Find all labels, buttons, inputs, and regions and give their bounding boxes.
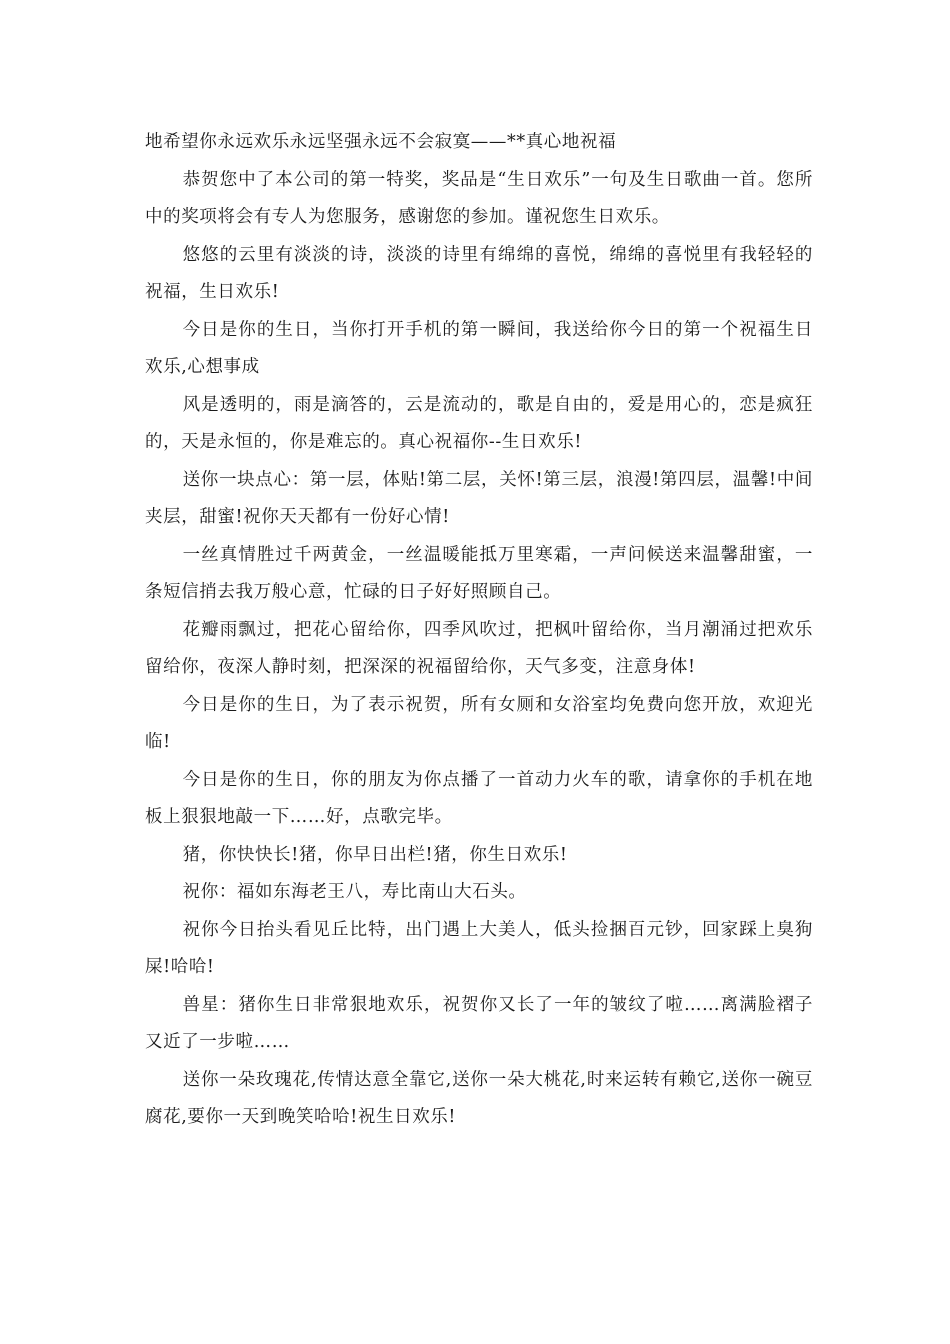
- paragraph: 送你一朵玫瑰花,传情达意全靠它,送你一朵大桃花,时来运转有赖它,送你一碗豆腐花,要你一天到晚笑哈哈!祝生日欢乐!: [145, 1069, 813, 1127]
- paragraph: 今日是你的生日，你的朋友为你点播了一首动力火车的歌，请拿你的手机在地板上狠狠地敲一下……好，点歌完毕。: [145, 769, 813, 827]
- paragraph: 风是透明的，雨是滴答的，云是流动的，歌是自由的，爱是用心的，恋是疯狂的，天是永恒的，你是难忘的。真心祝福你--生日欢乐!: [145, 394, 813, 452]
- paragraph: 今日是你的生日，为了表示祝贺，所有女厕和女浴室均免费向您开放，欢迎光临!: [145, 694, 813, 752]
- paragraph: 一丝真情胜过千两黄金，一丝温暖能抵万里寒霜，一声问候送来温馨甜蜜，一条短信捎去我万般心意，忙碌的日子好好照顾自己。: [145, 544, 813, 602]
- paragraph: 恭贺您中了本公司的第一特奖，奖品是“生日欢乐”一句及生日歌曲一首。您所中的奖项将会有专人为您服务，感谢您的参加。谨祝您生日欢乐。: [145, 169, 813, 227]
- paragraph: 祝你今日抬头看见丘比特，出门遇上大美人，低头捡捆百元钞，回家踩上臭狗屎!哈哈!: [145, 919, 813, 977]
- paragraph: 悠悠的云里有淡淡的诗，淡淡的诗里有绵绵的喜悦，绵绵的喜悦里有我轻轻的祝福，生日欢乐!: [145, 244, 813, 302]
- paragraph: 地希望你永远欢乐永远坚强永远不会寂寞——**真心地祝福: [145, 132, 617, 152]
- paragraph: 祝你：福如东海老王八，寿比南山大石头。: [182, 882, 527, 902]
- paragraph: 兽星：猪你生日非常狠地欢乐，祝贺你又长了一年的皱纹了啦……离满脸褶子又近了一步啦……: [145, 994, 813, 1052]
- paragraph: 猪，你快快长!猪，你早日出栏!猪，你生日欢乐!: [182, 844, 568, 865]
- paragraph: 送你一块点心：第一层，体贴!第二层，关怀!第三层，浪漫!第四层，温馨!中间夹层，甜蜜!祝你天天都有一份好心情!: [145, 469, 813, 527]
- paragraph: 今日是你的生日，当你打开手机的第一瞬间，我送给你今日的第一个祝福生日欢乐,心想事成: [145, 319, 813, 377]
- document-page: [145, 124, 813, 1137]
- paragraph: 花瓣雨飘过，把花心留给你，四季风吹过，把枫叶留给你，当月潮涌过把欢乐留给你，夜深人静时刻，把深深的祝福留给你，天气多变，注意身体!: [145, 619, 813, 677]
